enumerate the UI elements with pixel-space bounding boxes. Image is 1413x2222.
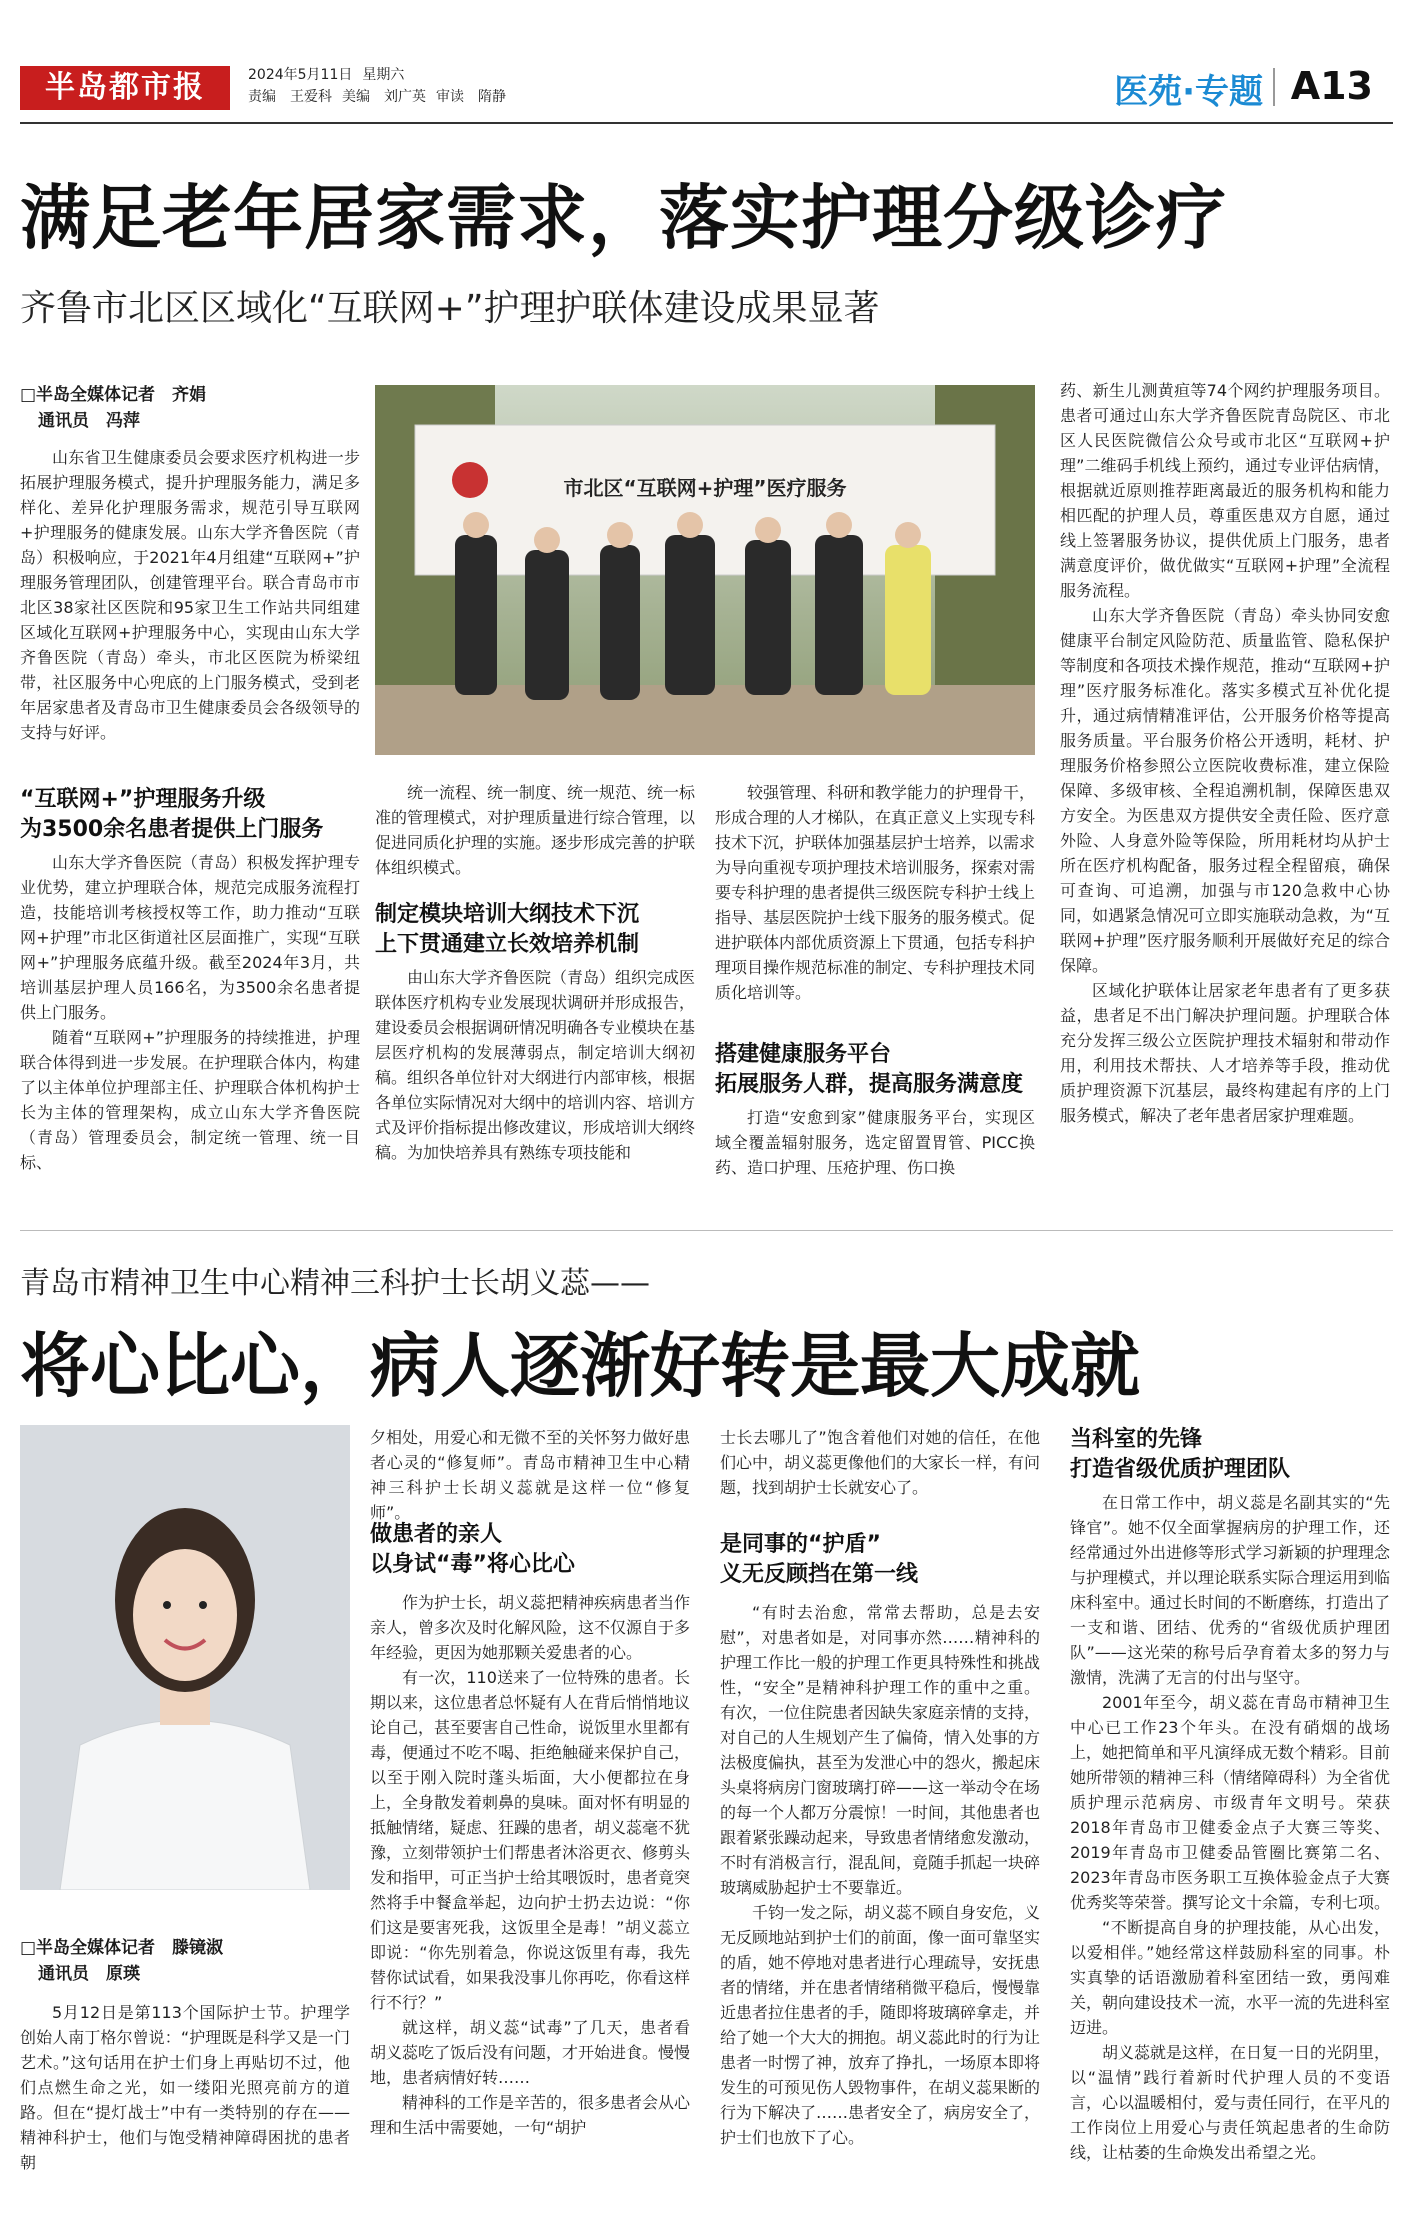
page-number: A13 <box>1290 64 1373 108</box>
article2-correspondent: 通讯员 原瑛 <box>38 1964 140 1984</box>
article1-subtitle: 齐鲁市北区区域化“互联网+”护理护联体建设成果显著 <box>20 288 880 329</box>
designer-credit: 美编 刘广英 <box>342 89 426 105</box>
article2-byline <box>20 1935 350 1987</box>
paragraph: 就这样，胡义蕊“试毒”了几天，患者看胡义蕊吃了饭后没有问题，才开始进食。慢慢地，患者病情好转…… <box>370 2018 691 2087</box>
header-divider <box>1273 68 1275 106</box>
proof-credit: 审读 隋静 <box>436 89 506 105</box>
paragraph: 精神科的工作是辛苦的，很多患者会从心理和生活中需要她，一句“胡护 <box>370 2093 691 2137</box>
article2-title: 将心比心，病人逐渐好转是最大成就 <box>20 1325 1140 1407</box>
paragraph: 区域化护联体让居家老年患者有了更多获益，患者足不出门解决护理问题。护理联合体充分发挥三级公立医院护理技术辐射和带动作用，利用技术帮扶、人才培养等手段，推动优质护理资源下沉基层，最终构建起有序的上门服务模式，解决了老年患者居家护理难题。 <box>1060 981 1390 1125</box>
paragraph: 山东省卫生健康委员会要求医疗机构进一步拓展护理服务模式，提升护理服务能力，满足多样化、差异化护理服务需求，规范引导互联网+护理服务的健康发展。山东大学齐鲁医院（青岛）积极响应，于2021年4月组建“互联网+”护理服务管理团队，创建管理平台。联合青岛市市北区38家社区医院和95家卫生工作站共同组建区域化互联网+护理服务中心，实现由山东大学齐鲁医院（青岛）牵头，市北区医院为桥梁纽带，社区服务中心兜底的上门服务模式，受到老年居家患者及青岛市卫生健康委员会各级领导的支持与好评。 <box>20 448 360 742</box>
article1-col4 <box>1060 378 1390 1128</box>
article2-subhead-3: 当科室的先锋 打造省级优质护理团队 <box>1070 1427 1291 1482</box>
article2-col2-body <box>370 1590 690 2140</box>
article1-byline <box>20 382 360 434</box>
article2-subhead-2: 是同事的“护盾” 义无反顾挡在第一线 <box>720 1532 919 1587</box>
paragraph: 在日常工作中，胡义蕊是名副其实的“先锋官”。她不仅全面掌握病房的护理工作，还经常通过外出进修等形式学习新颖的护理理念与护理模式，并以理论联系实际合理运用到临床科室中。通过长时间的不断磨练，打造出了一支和谐、团结、优秀的“省级优质护理团队”——这光荣的称号后孕育着太多的努力与激情，洗满了无言的付出与坚守。 <box>1070 1493 1391 1687</box>
article1-title: 满足老年居家需求，落实护理分级诊疗 <box>20 177 1227 259</box>
article2-col3-top <box>720 1425 1040 1500</box>
paragraph: 夕相处，用爱心和无微不至的关怀努力做好患者心灵的“修复师”。青岛市精神卫生中心精神三科护士长胡义蕊就是这样一位“修复师”。 <box>370 1428 691 1522</box>
article1-col1-intro <box>20 445 360 745</box>
paragraph: 士长去哪儿了”饱含着他们对她的信任，在他们心中，胡义蕊更像他们的大家长一样，有问题，找到胡护士长就安心了。 <box>720 1428 1041 1497</box>
paragraph: 作为护士长，胡义蕊把精神疾病患者当作亲人，曾多次及时化解风险，这不仅源自于多年经验，更因为她那颗关爱患者的心。 <box>370 1593 691 1662</box>
article1-col3-top <box>715 780 1035 1005</box>
paragraph: “不断提高自身的护理技能，从心出发，以爱相伴。”她经常这样鼓励科室的同事。朴实真挚的话语激励着科室团结一致，勇闯难关，朝向建设技术一流，水平一流的先进科室迈进。 <box>1070 1918 1391 2037</box>
editor-credit: 责编 王爱科 <box>248 89 332 105</box>
article1-reporter: □半岛全媒体记者 齐娟 <box>20 385 207 405</box>
paragraph: 千钧一发之际，胡义蕊不顾自身安危，义无反顾地站到护士们的前面，像一面可靠坚实的盾，她不停地对患者进行心理疏导，安抚患者的情绪，并在患者情绪稍微平稳后，慢慢靠近患者拉住患者的手，随即将玻璃碎拿走，并给了她一个大大的拥抱。胡义蕊此时的行为让患者一时愣了神，放弃了挣扎，一场原本即将发生的可预见伤人毁物事件，在胡义蕊果断的行为下解决了……患者安全了，病房安全了，护士们也放下了心。 <box>720 1903 1041 2147</box>
masthead-logo: 半岛都市报 <box>20 66 230 110</box>
article2-kicker: 青岛市精神卫生中心精神三科护士长胡义蕊—— <box>20 1266 650 1301</box>
article-divider <box>20 1230 1393 1231</box>
paragraph: 统一流程、统一制度、统一规范、统一标准的管理模式，对护理质量进行综合管理，以促进同质化护理的实施。逐步形成完善的护联体组织模式。 <box>375 783 696 877</box>
article1-subhead-1: “互联网+”护理服务升级 为3500余名患者提供上门服务 <box>20 787 324 842</box>
article1-col2-top <box>375 780 695 880</box>
article1-col1-body <box>20 850 360 1175</box>
article1-col2-body <box>375 965 695 1165</box>
header-rule <box>20 122 1393 124</box>
portrait-photo <box>20 1425 350 1890</box>
article2-col4 <box>1070 1490 1390 2165</box>
article2-col1 <box>20 2000 350 2175</box>
paragraph: 2001年至今，胡义蕊在青岛市精神卫生中心已工作23个年头。在没有硝烟的战场上，她把简单和平凡演绎成无数个精彩。目前她所带领的精神三科（情绪障碍科）为全省优质护理示范病房、市级青年文明号。荣获2018年青岛市卫健委金点子大赛三等奖、2019年青岛市卫健委品管圈比赛第二名、2023年青岛市医务职工互换体验金点子大赛优秀奖等荣誉。撰写论文十余篇，专利七项。 <box>1070 1693 1391 1912</box>
paragraph: 较强管理、科研和教学能力的护理骨干，形成合理的人才梯队，在真正意义上实现专科技术下沉，护联体加强基层护士培养，以需求为导向重视专项护理技术培训服务，探索对需要专科护理的患者提供三级医院专科护士线上指导、基层医院护士线下服务的服务模式。促进护联体内部优质资源上下贯通，包括专科护理项目操作规范标准的制定、专科护理技术同质化培训等。 <box>715 783 1036 1002</box>
paragraph: 山东大学齐鲁医院（青岛）积极发挥护理专业优势，建立护理联合体，规范完成服务流程打造，技能培训考核授权等工作，助力推动“互联网+护理”市北区街道社区层面推广，实现“互联网+”护理服务底蕴升级。截至2024年3月，共培训基层护理人员166名，为3500余名患者提供上门服务。 <box>20 853 360 1022</box>
paragraph: “有时去治愈，常常去帮助，总是去安慰”，对患者如是，对同事亦然……精神科的护理工作比一般的护理工作更具特殊性和挑战性，“安全”是精神科护理工作的重中之重。有次，一位住院患者因缺失家庭亲情的支持，对自己的人生规划产生了偏倚，情入处事的方法极度偏执，甚至为发泄心中的怨火，搬起床头桌将病房门窗玻璃打碎——这一举动令在场的每一个人都万分震惊！一时间，其他患者也跟着紧张躁动起来，导致患者情绪愈发激动，不时有消极言行，混乱间，竟随手抓起一块碎玻璃威胁起护士不要靠近。 <box>720 1603 1041 1897</box>
paragraph: 由山东大学齐鲁医院（青岛）组织完成医联体医疗机构专业发展现状调研并形成报告，建设委员会根据调研情况明确各专业模块在基层医疗机构的发展薄弱点，制定培训大纲初稿。组织各单位针对大纲进行内部审核，根据各单位实际情况对大纲中的培训内容、培训方式及评价指标提出修改建议，形成培训大纲终稿。为加快培养具有熟练专项技能和 <box>375 968 696 1162</box>
article1-subhead-2: 制定模块培训大纲技术下沉 上下贯通建立长效培养机制 <box>375 902 640 957</box>
article1-correspondent: 通讯员 冯萍 <box>38 411 140 431</box>
article1-col3-body <box>715 1105 1035 1180</box>
article2-col3-body <box>720 1600 1040 2150</box>
paragraph: 打造“安愈到家”健康服务平台，实现区域全覆盖辐射服务，选定留置胃管、PICC换药、造口护理、压疮护理、伤口换 <box>715 1108 1035 1177</box>
banner-text: 市北区“互联网+护理”医疗服务 <box>563 476 847 500</box>
paragraph: 随着“互联网+”护理服务的持续推进，护理联合体得到进一步发展。在护理联合体内，构建了以主体单位护理部主任、护理联合体机构护士长为主体的管理架构，成立山东大学齐鲁医院（青岛）管理委员会，制定统一管理、统一目标、 <box>20 1028 360 1172</box>
paragraph: 有一次，110送来了一位特殊的患者。长期以来，这位患者总怀疑有人在背后悄悄地议论自己，甚至要害自己性命，说饭里水里都有毒，便通过不吃不喝、拒绝触碰来保护自己，以至于刚入院时蓬头垢面，大小便都拉在身上，全身散发着刺鼻的臭味。面对怀有明显的抵触情绪，疑虑、狂躁的患者，胡义蕊毫不犹豫，立刻带领护士们帮患者沐浴更衣、修剪头发和指甲，可正当护士给其喂饭时，患者竟突然将手中餐盒举起，边向护士扔去边说：“你们这是要害死我，这饭里全是毒！”胡义蕊立即说：“你先别着急，你说这饭里有毒，我先替你试试看，如果我没事儿你再吃，你看这样行不行？” <box>370 1668 691 2012</box>
paragraph: 药、新生儿测黄疸等74个网约护理服务项目。患者可通过山东大学齐鲁医院青岛院区、市北区人民医院微信公众号或市北区“互联网+护理”二维码手机线上预约，通过专业评估病情，根据就近原则推荐距离最近的服务机构和能力相匹配的护理人员，尊重医患双方自愿，通过线上签署服务协议，提供优质上门服务，患者满意度评价，做优做实“互联网+护理”全流程服务流程。 <box>1060 381 1390 600</box>
issue-weekday: 星期六 <box>362 67 405 83</box>
article2-subhead-1: 做患者的亲人 以身试“毒”将心比心 <box>370 1522 575 1577</box>
article2-reporter: □半岛全媒体记者 滕镜淑 <box>20 1938 224 1958</box>
article1-subhead-3: 搭建健康服务平台 拓展服务人群，提高服务满意度 <box>715 1042 1024 1097</box>
page-header <box>20 58 1393 118</box>
paragraph: 山东大学齐鲁医院（青岛）牵头协同安愈健康平台制定风险防范、质量监管、隐私保护等制度和各项技术操作规范，推动“互联网+护理”医疗服务标准化。落实多模式互补优化提升，通过病情精准评估，公开服务价格等提高服务质量。平台服务价格公开透明，耗材、护理服务价格参照公立医院收费标准，建立保险保障、多级审核、全程追溯机制，保障医患双方安全。为医患双方提供安全责任险、医疗意外险、人身意外险等保险，所用耗材均从护士所在医疗机构配备，服务过程全程留痕，确保可查询、可追溯，加强与市120急救中心协同，如遇紧急情况可立即实施联动急救，为“互联网+护理”医疗服务顺利开展做好充足的综合保障。 <box>1060 606 1390 975</box>
group-photo <box>375 385 1035 755</box>
section-name: 医苑·专题 <box>1114 72 1263 112</box>
paragraph: 5月12日是第113个国际护士节。护理学创始人南丁格尔曾说：“护理既是科学又是一门艺术。”这句话用在护士们身上再贴切不过，他们点燃生命之光，如一缕阳光照亮前方的道路。但在“提灯战士”中有一类特别的存在——精神科护士，他们与饱受精神障碍困扰的患者朝 <box>20 2003 350 2172</box>
header-meta <box>248 64 516 108</box>
article2-col2-top <box>370 1425 690 1525</box>
paragraph: 胡义蕊就是这样，在日复一日的光阴里，以“温情”践行着新时代护理人员的不变语言，心以温暖相付，爱与责任同行，在平凡的工作岗位上用爱心与责任筑起患者的生命防线，让枯萎的生命焕发出希望之光。 <box>1070 2043 1391 2162</box>
issue-date: 2024年5月11日 <box>248 67 353 83</box>
